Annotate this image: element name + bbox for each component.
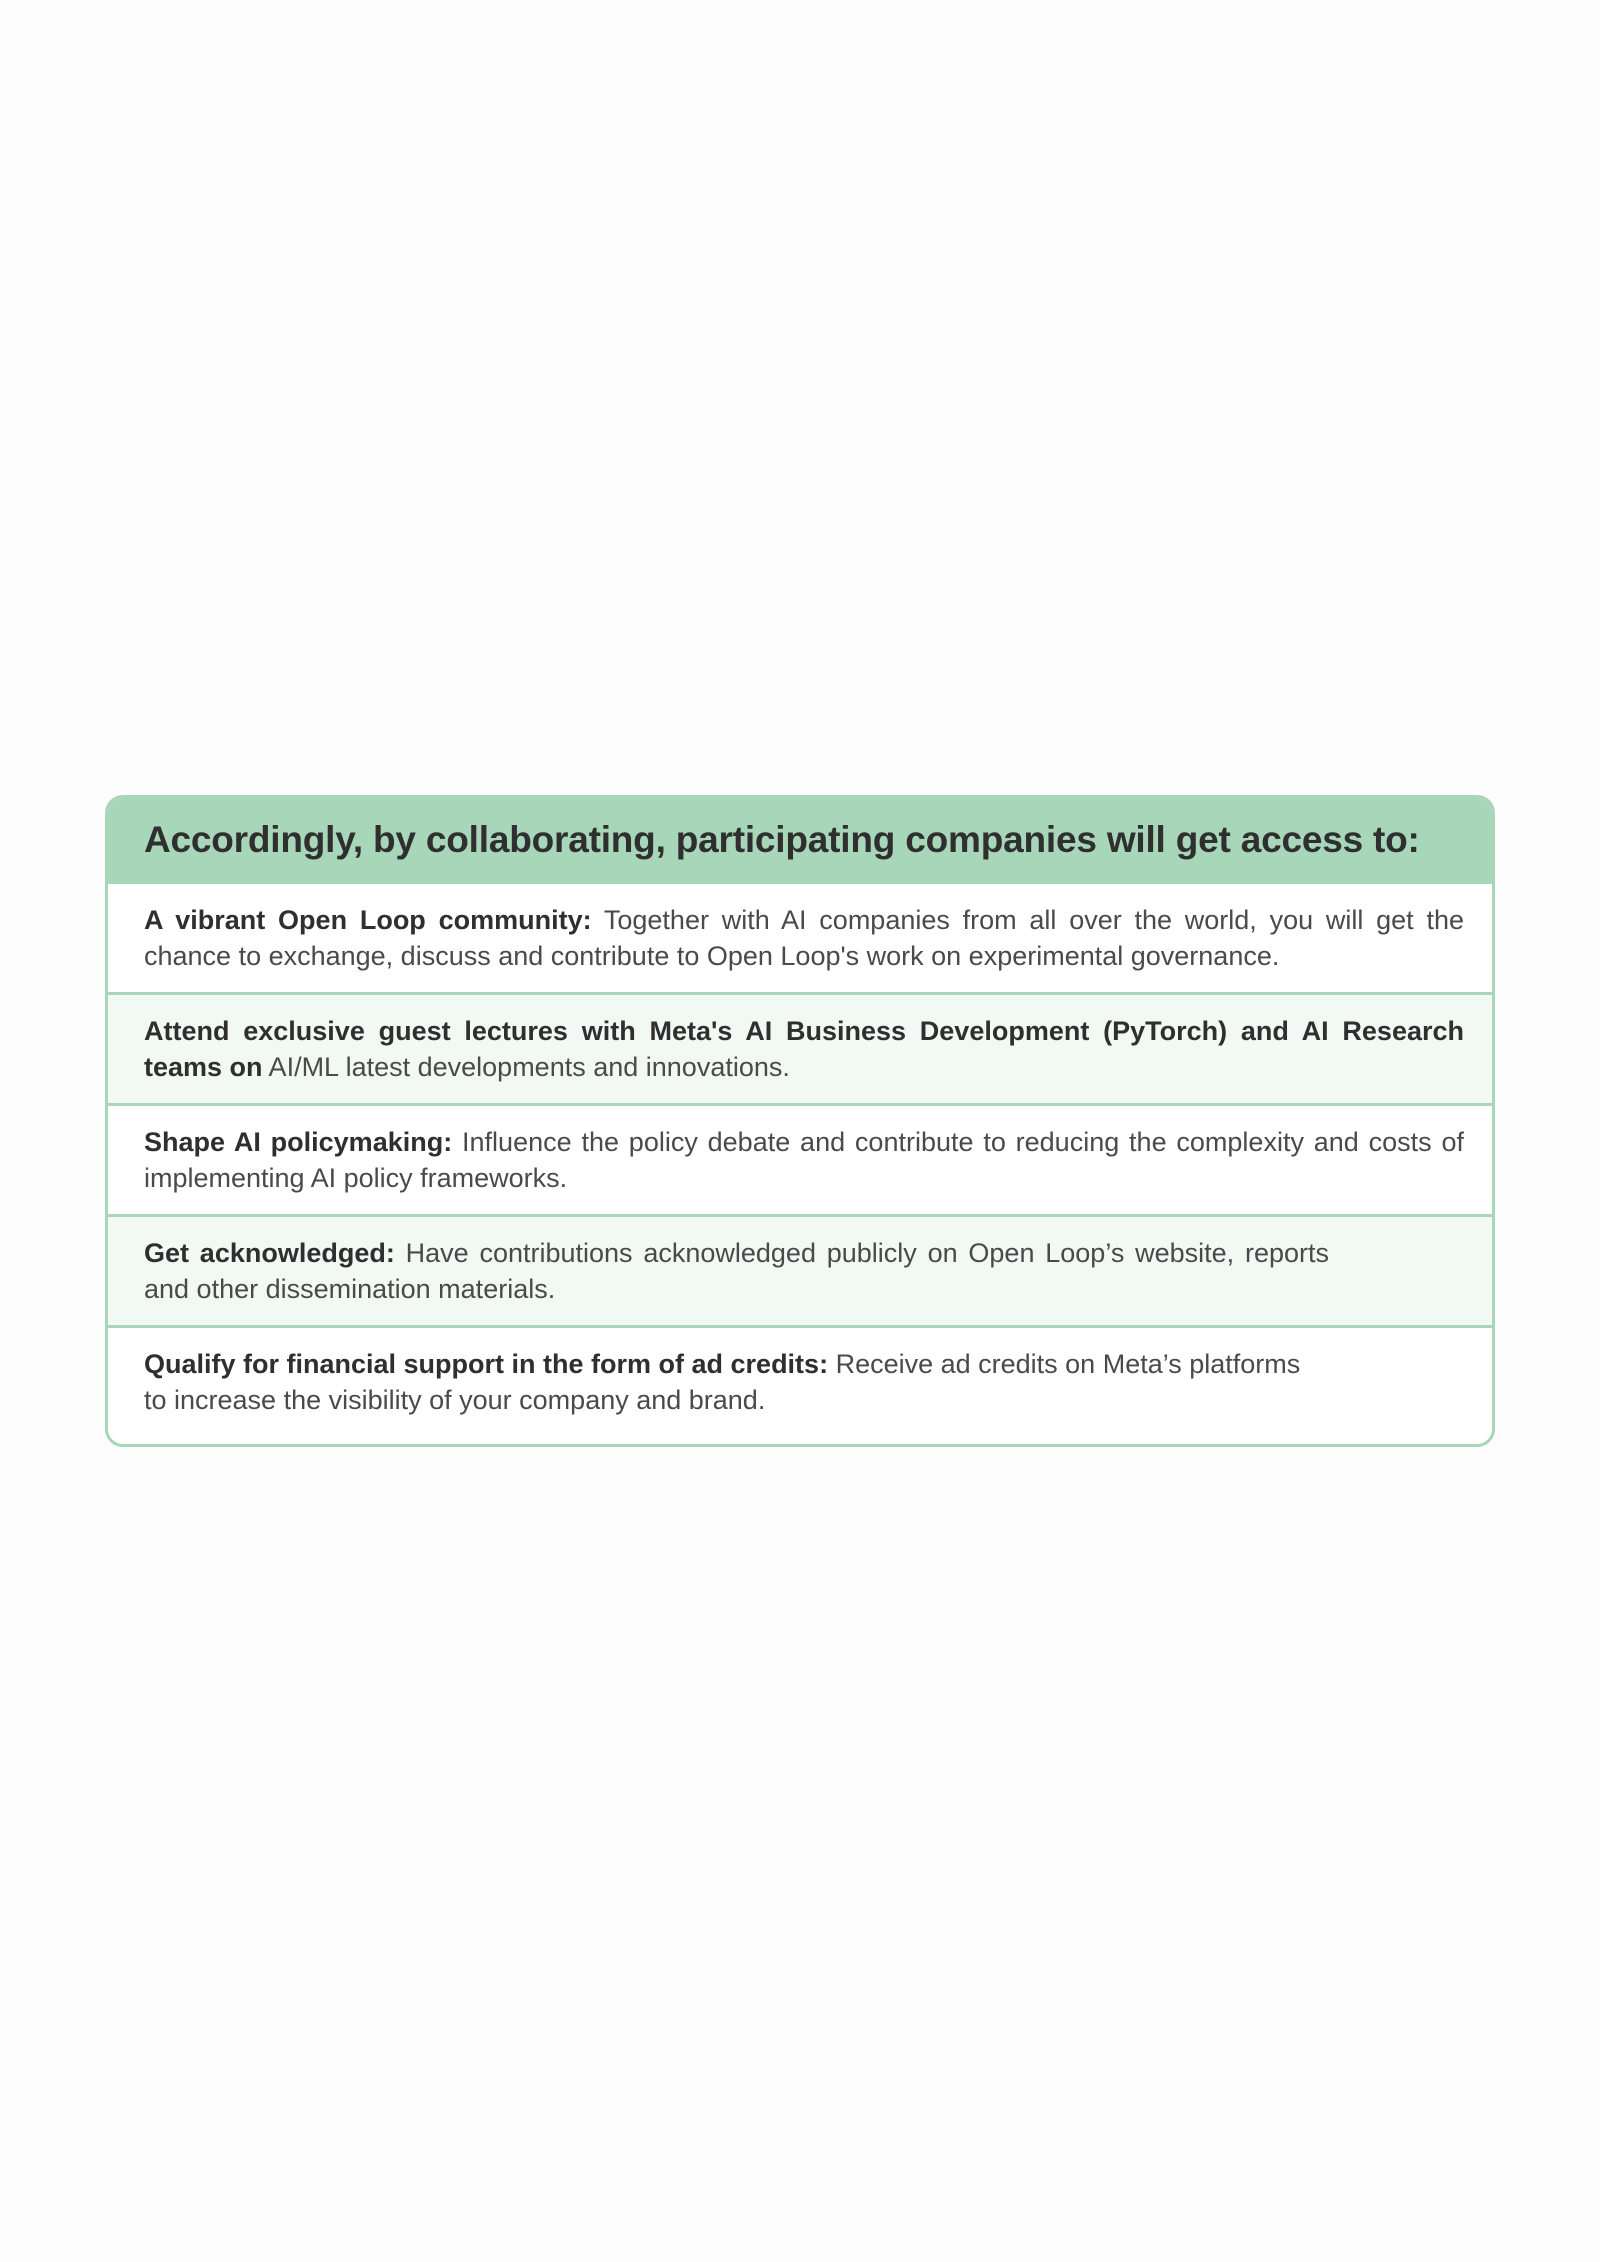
benefit-text [144, 1016, 1464, 1082]
benefit-item-community [108, 881, 1492, 992]
benefit-body: Have contributions acknowledged publicly on Open Loop’s website, reports and other dissemination materials. [144, 1238, 1329, 1304]
benefit-body: Receive ad credits on Meta’s platforms to increase the visibility of your company and brand. [144, 1349, 1301, 1415]
benefit-body: Together with AI companies from all over the world, you will get the chance to exchange, discuss and contribute to Open Loop's work on experimental governance. [144, 905, 1464, 971]
benefit-lead: Get acknowledged: [144, 1238, 395, 1268]
benefits-box [105, 795, 1495, 1447]
benefit-lead: Qualify for financial support in the form of ad credits: [144, 1349, 829, 1379]
box-title: Accordingly, by collaborating, participating companies will get access to: [144, 818, 1420, 860]
benefit-item-lectures [108, 992, 1492, 1103]
benefit-text [144, 1346, 1329, 1418]
benefit-body: Influence the policy debate and contribute to reducing the complexity and costs of implementing AI policy frameworks. [144, 1127, 1464, 1193]
benefit-item-acknowledged [108, 1214, 1492, 1325]
benefit-lead: Attend exclusive guest lectures with Meta's AI Business Development (PyTorch) and AI Research teams on [144, 1016, 1464, 1082]
benefit-body: AI/ML latest developments and innovations. [262, 1052, 790, 1082]
benefit-text [144, 1235, 1329, 1307]
benefit-text [144, 905, 1464, 971]
benefit-item-ad-credits [108, 1325, 1492, 1444]
benefit-lead: Shape AI policymaking: [144, 1127, 453, 1157]
benefit-text [144, 1127, 1464, 1193]
benefit-lead: A vibrant Open Loop community: [144, 905, 592, 935]
box-header [108, 798, 1492, 881]
benefit-item-policymaking [108, 1103, 1492, 1214]
